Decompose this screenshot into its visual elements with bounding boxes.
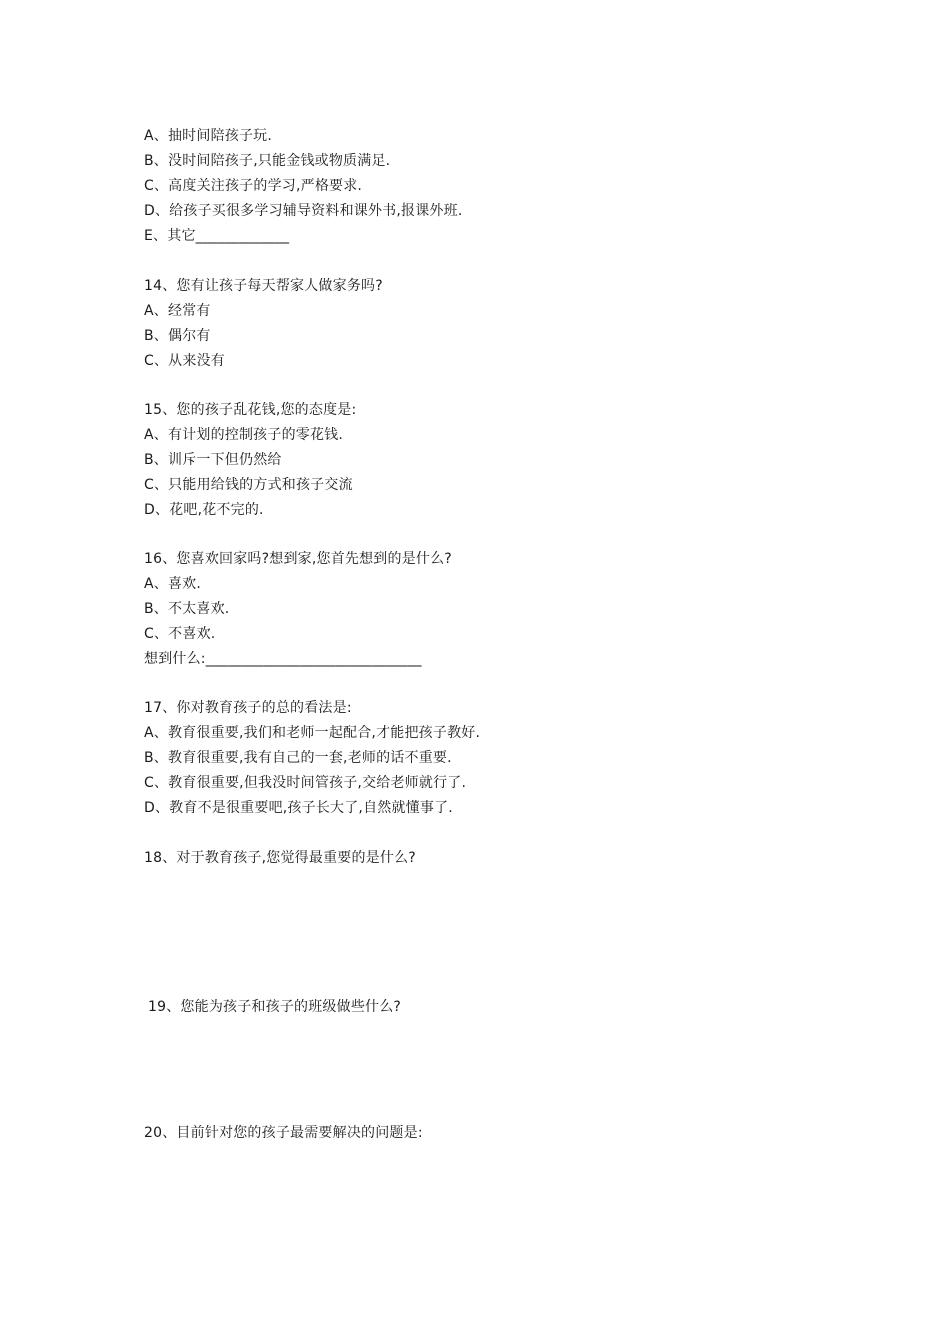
q14-option-b: B、偶尔有	[144, 328, 211, 344]
q16-question: 16、您喜欢回家吗?想到家,您首先想到的是什么?	[144, 551, 452, 567]
q13-option-c: C、高度关注孩子的学习,严格要求.	[144, 178, 363, 194]
q15-option-b: B、训斥一下但仍然给	[144, 452, 282, 468]
q15-option-d: D、花吧,花不完的.	[144, 502, 264, 518]
q17-option-a: A、教育很重要,我们和老师一起配合,才能把孩子教好.	[144, 725, 481, 741]
q19-question: 19、您能为孩子和孩子的班级做些什么?	[148, 999, 402, 1015]
q13-option-a: A、抽时间陪孩子玩.	[144, 128, 273, 144]
q14-question: 14、您有让孩子每天帮家人做家务吗?	[144, 278, 383, 294]
q17-question: 17、你对教育孩子的总的看法是:	[144, 700, 352, 716]
q14-option-a: A、经常有	[144, 303, 211, 319]
q13-option-d: D、给孩子买很多学习辅导资料和课外书,报课外班.	[144, 203, 463, 219]
q13-option-e: E、其它_____________	[144, 228, 290, 244]
q16-option-a: A、喜欢.	[144, 576, 202, 592]
q16-option-b: B、不太喜欢.	[144, 601, 230, 617]
q14-option-c: C、从来没有	[144, 353, 225, 369]
q17-option-d: D、教育不是很重要吧,孩子长大了,自然就懂事了.	[144, 800, 453, 816]
q17-option-b: B、教育很重要,我有自己的一套,老师的话不重要.	[144, 750, 452, 766]
q16-extra-blank: 想到什么:______________________________	[144, 651, 422, 667]
q17-option-c: C、教育很重要,但我没时间管孩子,交给老师就行了.	[144, 775, 467, 791]
q15-question: 15、您的孩子乱花钱,您的态度是:	[144, 402, 357, 418]
q15-option-a: A、有计划的控制孩子的零花钱.	[144, 427, 344, 443]
q20-question: 20、目前针对您的孩子最需要解决的问题是:	[144, 1125, 423, 1141]
q13-option-b: B、没时间陪孩子,只能金钱或物质满足.	[144, 153, 391, 169]
q18-question: 18、对于教育孩子,您觉得最重要的是什么?	[144, 850, 416, 866]
q15-option-c: C、只能用给钱的方式和孩子交流	[144, 477, 353, 493]
q16-option-c: C、不喜欢.	[144, 626, 216, 642]
